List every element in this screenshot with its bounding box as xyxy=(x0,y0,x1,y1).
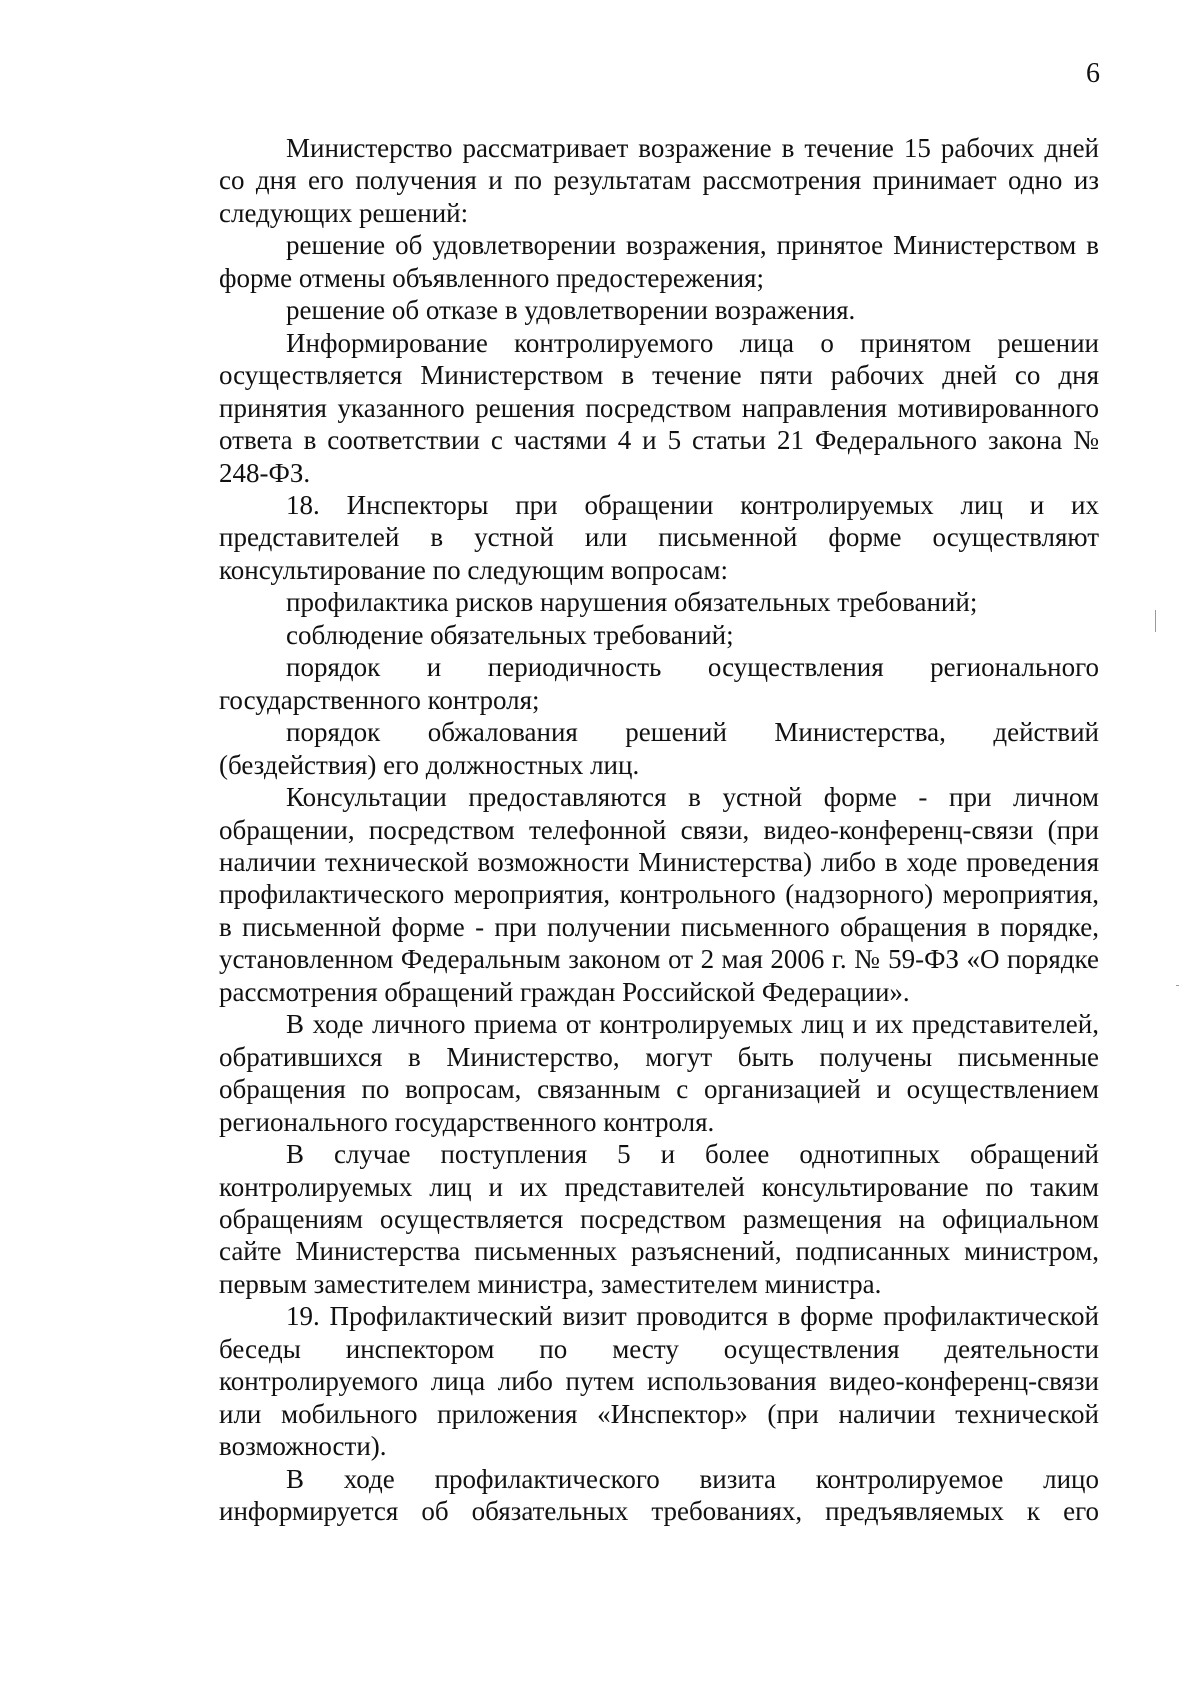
document-body xyxy=(219,132,1099,1527)
paragraph-similar-appeals: В случае поступления 5 и более однотипных обращений контролируемых лиц и их представителей консультирование по таким обращениям осуществляется посредством размещения на официальном сайте Министерства письменных разъяснений, подписанных министром, первым заместителем министра, заместителем министра. xyxy=(219,1139,1099,1299)
paragraph-item-18: 18. Инспекторы при обращении контролируемых лиц и их представителей в устной или письменной форме осуществляют консультирование по следующим вопросам: xyxy=(219,489,1099,585)
paragraph-topic-risk-prevention: профилактика рисков нарушения обязательных требований; xyxy=(286,587,978,618)
paragraph-consultation-forms: Консультации предоставляются в устной форме - при личном обращении, посредством телефонной связи, видео-конференц-связи (при наличии технической возможности Министерства) либо в ходе проведения профилактического мероприятия, контрольного (надзорного) мероприятия, в письменной форме - при получении письменного обращения в порядке, установленном Федеральным законом от 2 мая 2006 г. № 59-ФЗ «О порядке рассмотрения обращений граждан Российской Федерации». xyxy=(219,782,1099,1007)
paragraph-decision-refuse: решение об отказе в удовлетворении возражения. xyxy=(286,295,856,326)
paragraph-ministry-review: Министерство рассматривает возражение в течение 15 рабочих дней со дня его получения и по результатам рассмотрения принимает одно из следующих решений: xyxy=(219,133,1099,228)
paragraph-topic-procedure: порядок и периодичность осуществления регионального государственного контроля; xyxy=(219,652,1099,715)
page-number: 6 xyxy=(1086,58,1100,89)
paragraph-item-19: 19. Профилактический визит проводится в форме профилактической беседы инспектором по месту осуществления деятельности контролируемого лица либо путем использования видео-конференц-связи или мобильного приложения «Инспектор» (при наличии технической возможности). xyxy=(219,1301,1099,1462)
paragraph-informing: Информирование контролируемого лица о принятом решении осуществляется Министерством в течение пяти рабочих дней со дня принятия указанного решения посредством направления мотивированного ответа в соответствии с частями 4 и 5 статьи 21 Федерального закона № 248-ФЗ. xyxy=(219,327,1099,488)
scan-mark-right-1 xyxy=(1155,610,1156,632)
paragraph-decision-satisfy: решение об удовлетворении возражения, принятое Министерством в форме отмены объявленного предостережения; xyxy=(219,230,1099,293)
paragraph-topic-compliance: соблюдение обязательных требований; xyxy=(286,619,734,650)
scan-mark-right-2 xyxy=(1176,985,1179,986)
paragraph-visit-informing: В ходе профилактического визита контролируемое лицо информируется об обязательных требованиях, предъявляемых к его xyxy=(219,1463,1099,1527)
paragraph-topic-appeal: порядок обжалования решений Министерства, действий (бездействия) его должностных лиц. xyxy=(219,717,1099,780)
paragraph-personal-reception: В ходе личного приема от контролируемых лиц и их представителей, обратившихся в Министерство, могут быть получены письменные обращения по вопросам, связанным с организацией и осуществлением регионального государственного контроля. xyxy=(219,1009,1099,1137)
